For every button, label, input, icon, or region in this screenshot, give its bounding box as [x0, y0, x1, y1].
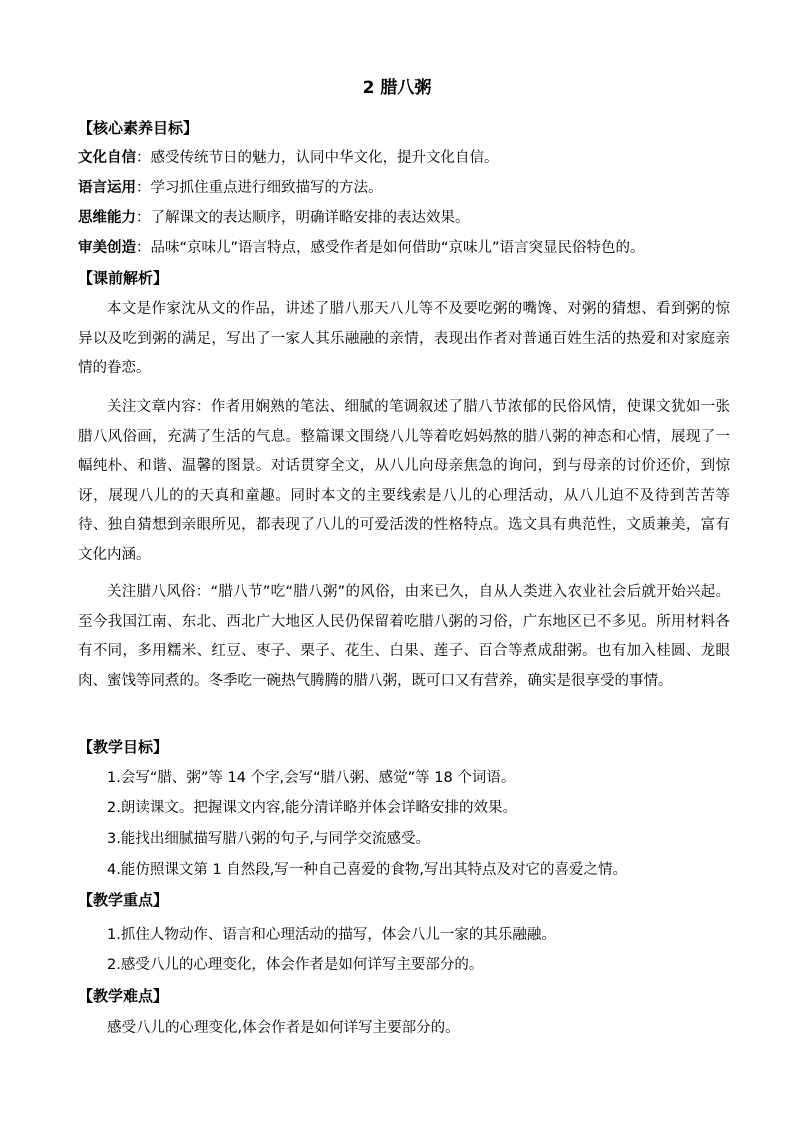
goal-text: ：了解课文的表达顺序，明确详略安排的表达效果。 [136, 210, 470, 226]
goal-label: 文化自信 [78, 150, 136, 166]
goal-language [78, 178, 383, 198]
teaching-goals-heading: 【教学目标】 [78, 738, 169, 756]
analysis-heading: 【课前解析】 [78, 269, 169, 287]
difficulty-text: 感受八儿的心理变化,体会作者是如何详写主要部分的。 [107, 1020, 460, 1036]
analysis-paragraph: 关注腊八风俗：“腊八节”吃“腊八粥”的风俗，由来已久，自从人类进入农业社会后就开始兴起。至今我国江南、东北、西北广大地区人民仍保留着吃腊八粥的习俗，广东地区已不多见。所用材料各有不同，多用糯米、红豆、枣子、栗子、花生、白果、莲子、百合等煮成甜粥。也有加入桂圆、龙眼肉、蜜饯等同煮的。冬季吃一碗热气腾腾的腊八粥，既可口又有营养，确实是很享受的事情。 [78, 584, 730, 689]
goal-thinking [78, 208, 470, 228]
goal-label: 语言运用 [78, 180, 136, 196]
goal-text: ：学习抓住重点进行细致描写的方法。 [136, 180, 383, 196]
analysis-paragraph: 关注文章内容：作者用娴熟的笔法、细腻的笔调叙述了腊八节浓郁的民俗风情，使课文犹如一张腊八风俗画，充满了生活的气息。整篇课文围绕八儿等着吃妈妈熬的腊八粥的神态和心情，展现了一幅纯朴、和谐、温馨的图景。对话贯穿全文，从八儿向母亲焦急的询问，到与母亲的讨价还价，到惊讶，展现八儿的的天真和童趣。同时本文的主要线索是八儿的心理活动，从八儿迫不及待到苦苦等待、独自猜想到亲眼所见，都表现了八儿的可爱活泼的性格特点。选文具有典范性，文质兼美，富有文化内涵。 [78, 399, 730, 563]
goal-aesthetic [78, 238, 645, 258]
goal-text: ：感受传统节日的魅力，认同中华文化，提升文化自信。 [136, 150, 499, 166]
key-point-item: 2.感受八儿的心理变化，体会作者是如何详写主要部分的。 [107, 957, 484, 973]
teaching-goal-item: 3.能找出细腻描写腊八粥的句子,与同学交流感受。 [107, 831, 430, 847]
goal-label: 审美创造 [78, 240, 136, 256]
analysis-paragraph: 本文是作家沈从文的作品，讲述了腊八那天八儿等不及要吃粥的嘴馋、对粥的猜想、看到粥的惊异以及吃到粥的满足，写出了一家人其乐融融的亲情，表现出作者对普通百姓生活的热爱和对家庭亲情的眷恋。 [78, 301, 730, 376]
teaching-goal-item: 2.朗读课文。把握课文内容,能分清详略并体会详略安排的效果。 [107, 800, 517, 816]
goal-culture [78, 148, 499, 168]
key-point-item: 1.抓住人物动作、语言和心理活动的描写，体会八儿一家的其乐融融。 [107, 927, 556, 943]
goal-text: ：品味“京味儿”语言特点，感受作者是如何借助“京味儿”语言突显民俗特色的。 [136, 240, 645, 256]
goal-label: 思维能力 [78, 210, 136, 226]
teaching-goal-item: 4.能仿照课文第 1 自然段,写一种自己喜爱的食物,写出其特点及对它的喜爱之情。 [107, 862, 627, 878]
document-title: 2 腊八粥 [362, 78, 432, 98]
core-goals-heading: 【核心素养目标】 [78, 119, 199, 137]
key-points-heading: 【教学重点】 [78, 891, 169, 909]
teaching-goal-item: 1.会写“腊、粥”等 14 个字,会写“腊八粥、感觉”等 18 个词语。 [107, 770, 516, 786]
difficulties-heading: 【教学难点】 [78, 987, 169, 1005]
